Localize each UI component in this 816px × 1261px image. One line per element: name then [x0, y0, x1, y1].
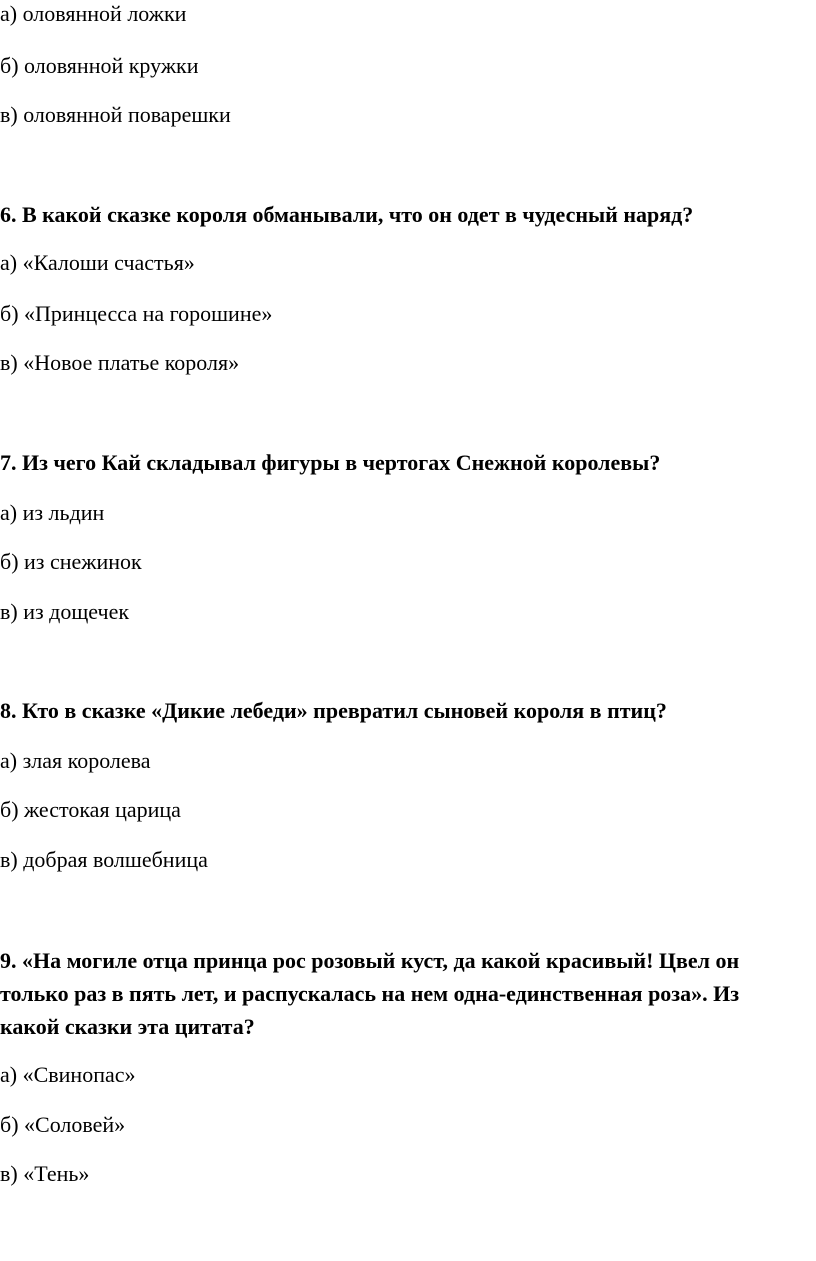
option-prev-c: в) оловянной поварешки [0, 102, 231, 127]
question-6: 6. В какой сказке короля обманывали, что он одет в чудесный наряд? [0, 202, 694, 227]
question-9: 9. «На могиле отца принца рос розовый куст, да какой красивый! Цвел он только раз в пять лет, и распускалась на нем одна-единственная роза». Из какой сказки эта цитата? [0, 948, 740, 1039]
question-8: 8. Кто в сказке «Дикие лебеди» превратил сыновей короля в птиц? [0, 698, 667, 723]
question-6-option-c: в) «Новое платье короля» [0, 350, 240, 375]
question-8-option-c: в) добрая волшебница [0, 847, 208, 872]
question-6-option-b: б) «Принцесса на горошине» [0, 301, 273, 326]
question-8-option-a: а) злая королева [0, 748, 151, 773]
question-9-option-a: а) «Свинопас» [0, 1062, 136, 1087]
question-7-option-c: в) из дощечек [0, 599, 130, 624]
question-9-option-c: в) «Тень» [0, 1161, 90, 1186]
option-prev-a: а) оловянной ложки [0, 1, 187, 26]
option-prev-b: б) оловянной кружки [0, 53, 199, 78]
question-7: 7. Из чего Кай складывал фигуры в чертогах Снежной королевы? [0, 450, 661, 475]
question-9-option-b: б) «Соловей» [0, 1112, 126, 1137]
question-7-option-a: а) из льдин [0, 500, 105, 525]
question-8-option-b: б) жестокая царица [0, 797, 181, 822]
question-6-option-a: а) «Калоши счастья» [0, 250, 195, 275]
question-7-option-b: б) из снежинок [0, 549, 142, 574]
